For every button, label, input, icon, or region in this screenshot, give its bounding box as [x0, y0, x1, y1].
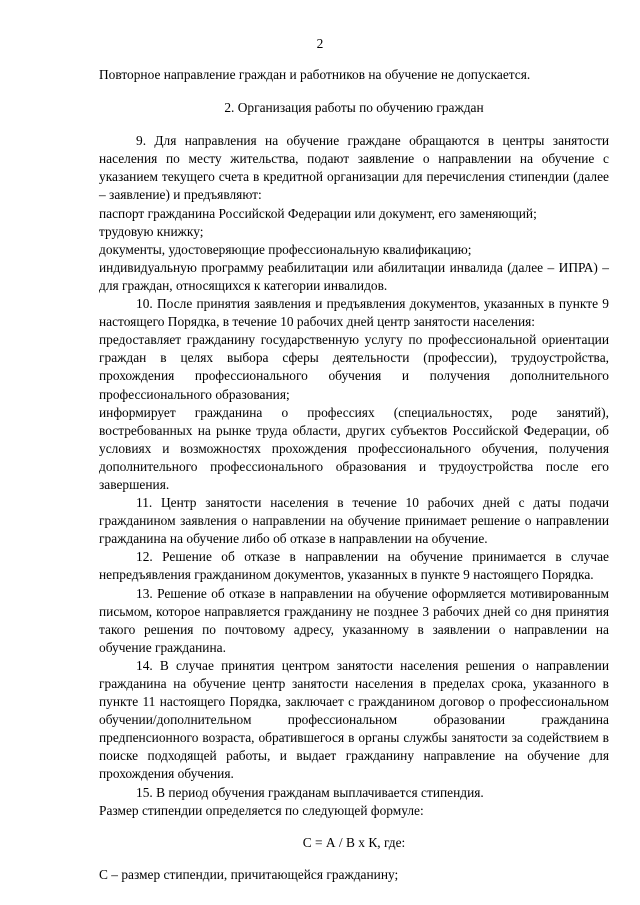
- paragraph-15: 15. В период обучения гражданам выплачивается стипендия.: [136, 784, 484, 800]
- paragraph-12: 12. Решение об отказе в направлении на обучение принимается в случае непредъявления гражданином документов, указанных в пункте 9 настоящего Порядка.: [99, 549, 609, 583]
- section-heading: 2. Организация работы по обучению граждан: [224, 100, 484, 116]
- list-item: индивидуальную программу реабилитации или абилитации инвалида (далее – ИПРА) – для граждан, относящихся к категории инвалидов.: [99, 259, 609, 293]
- list-item: трудовую книжку;: [99, 223, 204, 239]
- intro-paragraph: Повторное направление граждан и работников на обучение не допускается.: [99, 67, 531, 82]
- paragraph-14: 14. В случае принятия центром занятости населения решения о направлении гражданина на обучение центр занятости населения в пределах срока, указанного в пункте 11 настоящего Порядка, заключает с гражданином договор о профессиональном обучении/дополнительном профессиональном образовании гражданина предпенсионного возраста, обратившегося в органы службы занятости за содействием в поиске подходящей работы, и выдает гражданину направление на обучение для прохождения обучения.: [99, 657, 609, 782]
- document-body: [99, 66, 609, 884]
- stipend-formula: С = А / В х К, где:: [302, 834, 406, 850]
- list-item: предоставляет гражданину государственную услугу по профессиональной ориентации граждан в целях выбора сферы деятельности (профессии), трудоустройства, прохождения профессионального обучения и получения дополнительного профессионального образования;: [99, 332, 609, 402]
- paragraph-11: 11. Центр занятости населения в течение 10 рабочих дней с даты подачи гражданином заявления о направлении на обучение принимает решение о направлении гражданина на обучение либо об отказе в направлении на обучение.: [99, 495, 609, 547]
- formula-intro: Размер стипендии определяется по следующей формуле:: [99, 802, 424, 818]
- list-item: документы, удостоверяющие профессиональную квалификацию;: [99, 241, 472, 257]
- paragraph-9: 9. Для направления на обучение граждане обращаются в центры занятости населения по месту жительства, подают заявление о направлении на обучение с указанием текущего счета в кредитной организации для перечисления стипендии (далее – заявление) и предъявляют:: [99, 133, 609, 203]
- page-number: 2: [316, 36, 324, 51]
- definition-c: С – размер стипендии, причитающейся гражданину;: [99, 866, 399, 882]
- paragraph-13: 13. Решение об отказе в направлении на обучение оформляется мотивированным письмом, которое направляется гражданину не позднее 3 рабочих дней со дня принятия такого решения по почтовому адресу, указанному в заявлении о направлении на обучение гражданина.: [99, 585, 609, 655]
- list-item: информирует гражданина о профессиях (специальностях, роде занятий), востребованных на рынке труда области, других субъектов Российской Федерации, об условиях и возможностях прохождения профессионального обучения, получения дополнительного профессионального образования и трудоустройства после его завершения.: [99, 404, 609, 492]
- paragraph-10: 10. После принятия заявления и предъявления документов, указанных в пункте 9 настоящего Порядка, в течение 10 рабочих дней центр занятости населения:: [99, 296, 609, 330]
- list-item: паспорт гражданина Российской Федерации или документ, его заменяющий;: [99, 205, 537, 221]
